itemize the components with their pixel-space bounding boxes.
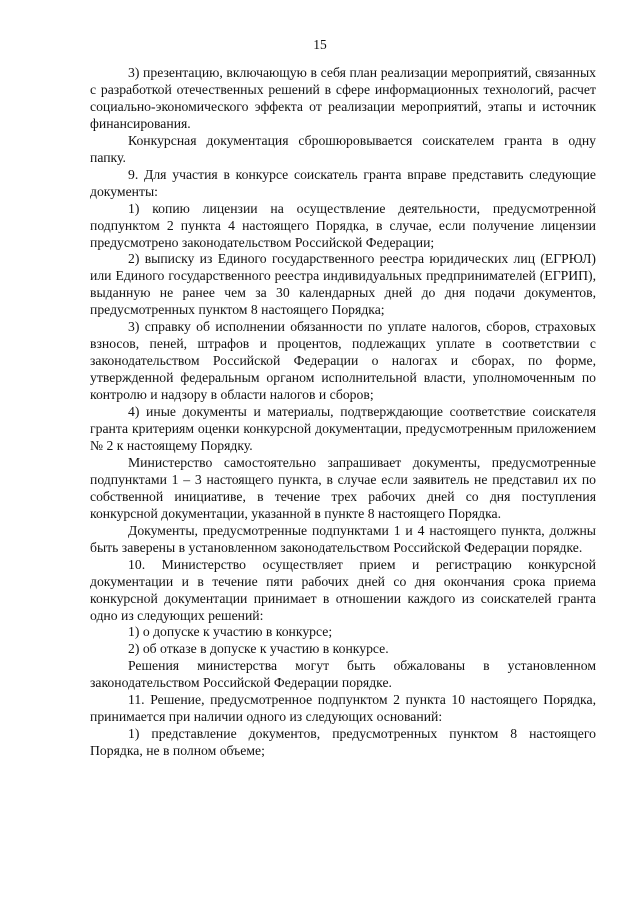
- paragraph-incomplete-docs: 1) представление документов, предусмотренных пунктом 8 настоящего Порядка, не в полном объеме;: [90, 726, 596, 759]
- paragraph-presentation: 3) презентацию, включающую в себя план реализации мероприятий, связанных с разработкой отечественных решений в сфере информационных технологий, расчет социально-экономического эффекта от реализации мероприятий, этапы и источник финансирования.: [90, 65, 596, 131]
- paragraph-certification: Документы, предусмотренные подпунктами 1 и 4 настоящего пункта, должны быть заверены в установленном законодательством Российской Федерации порядке.: [90, 522, 596, 555]
- paragraph-item-9: 9. Для участия в конкурсе соискатель гранта вправе представить следующие документы:: [90, 166, 596, 199]
- paragraph-license-copy: 1) копию лицензии на осуществление деятельности, предусмотренной подпунктом 2 пункта 4 настоящего Порядка, в случае, если получение лицензии предусмотрено законодательством Российской Федерации;: [90, 200, 596, 250]
- paragraph-admission: 1) о допуске к участию в конкурсе;: [128, 624, 333, 640]
- page-number: 15: [313, 37, 327, 52]
- paragraph-registry-extract: 2) выписку из Единого государственного реестра юридических лиц (ЕГРЮЛ) или Единого государственного реестра индивидуальных предпринимателей (ЕГРИП), выданную не ранее чем за 30 календарных дней до дня подачи документов, предусмотренных пунктом 8 настоящего Порядка;: [90, 251, 596, 318]
- paragraph-item-10: 10. Министерство осуществляет прием и регистрацию конкурсной документации и в течение пяти рабочих дней со дня окончания срока приема конкурсной документации принимает в отношении каждого из соискателей гранта одно из следующих решений:: [90, 556, 596, 623]
- paragraph-binding: Конкурсная документация сброшюровывается соискателем гранта в одну папку.: [90, 132, 596, 165]
- paragraph-appeal: Решения министерства могут быть обжалованы в установленном законодательством Российской Федерации порядке.: [90, 658, 596, 691]
- paragraph-ministry-requests: Министерство самостоятельно запрашивает документы, предусмотренные подпунктами 1 – 3 настоящего пункта, в случае если заявитель не представил их по собственной инициативе, в течение трех рабочих дней со дня поступления конкурсной документации, указанной в пункте 8 настоящего Порядка.: [90, 454, 596, 521]
- paragraph-item-11: 11. Решение, предусмотренное подпунктом 2 пункта 10 настоящего Порядка, принимается при наличии одного из следующих оснований:: [90, 692, 596, 725]
- paragraph-other-documents: 4) иные документы и материалы, подтверждающие соответствие соискателя гранта критериям оценки конкурсной документации, предусмотренным приложением № 2 к настоящему Порядку.: [90, 404, 596, 453]
- document-body: [90, 65, 596, 760]
- paragraph-refusal: 2) об отказе в допуске к участию в конкурсе.: [128, 641, 389, 657]
- paragraph-tax-certificate: 3) справку об исполнении обязанности по уплате налогов, сборов, страховых взносов, пеней, штрафов и процентов, подлежащих уплате в соответствии с законодательством Российской Федерации о налогах и сборах, по форме, утвержденной федеральным органом исполнительной власти, уполномоченным по контролю и надзору в области налогов и сборов;: [90, 319, 596, 403]
